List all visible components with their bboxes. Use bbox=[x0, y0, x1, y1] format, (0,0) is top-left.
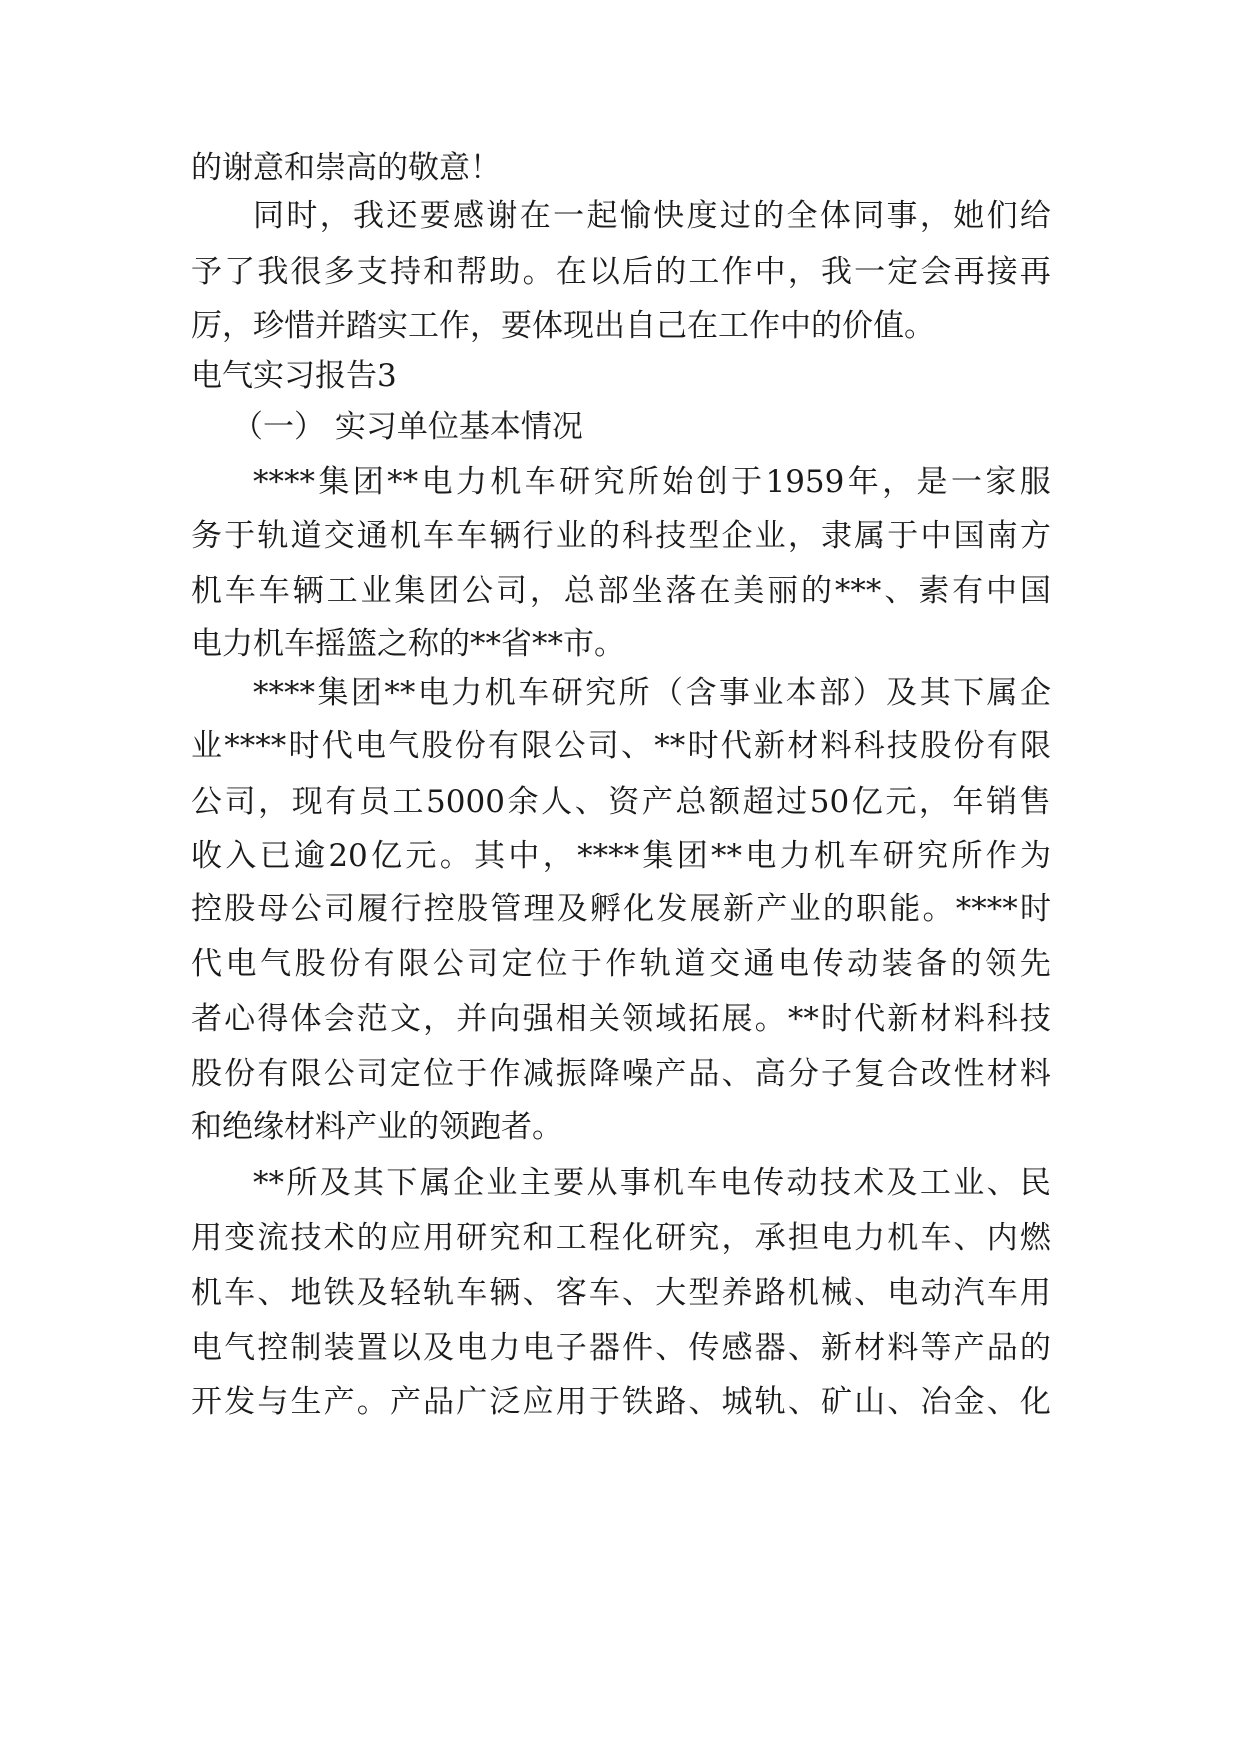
body-line-15: 控 股 母 公 司 履 行 控 股 管 理 及 孵 化 发 展 新 产 业 的 职 能 。 **** 时 bbox=[191, 891, 1051, 927]
body-line-4: 厉，珍惜并踏实工作，要体现出自己在工作中的价值。 bbox=[191, 308, 935, 344]
body-line-18: 股 份 有 限 公 司 定 位 于 作 减 振 降 噪 产 品 、 高 分 子 复 合 改 性 材 料 bbox=[191, 1056, 1051, 1092]
subsection-heading: （一） 实习单位基本情况 bbox=[232, 409, 583, 445]
section-heading: 电气实习报告3 bbox=[191, 358, 397, 394]
body-line-16: 代 电 气 股 份 有 限 公 司 定 位 于 作 轨 道 交 通 电 传 动 装 备 的 领 先 bbox=[191, 946, 1051, 982]
body-line-1: 的谢意和崇高的敬意！ bbox=[191, 150, 501, 186]
body-line-14: 收 入 已 逾 20 亿 元 。 其 中 ， **** 集 团 ** 电 力 机 车 研 究 所 作 为 bbox=[191, 838, 1051, 874]
body-line-17: 者 心 得 体 会 范 文 ， 并 向 强 相 关 领 域 拓 展 。 ** 时 代 新 材 料 科 技 bbox=[191, 1001, 1051, 1037]
body-line-8: 务 于 轨 道 交 通 机 车 车 辆 行 业 的 科 技 型 企 业 ， 隶 属 于 中 国 南 方 bbox=[191, 518, 1051, 554]
body-line-11: **** 集 团 ** 电 力 机 车 研 究 所 （ 含 事 业 本 部 ） 及 其 下 属 企 bbox=[253, 675, 1051, 711]
body-line-2: 同 时 ， 我 还 要 感 谢 在 一 起 愉 快 度 过 的 全 体 同 事 ， 她 们 给 bbox=[253, 198, 1051, 234]
body-line-12: 业 **** 时 代 电 气 股 份 有 限 公 司 、 ** 时 代 新 材 料 科 技 股 份 有 限 bbox=[191, 728, 1051, 764]
body-line-19: 和绝缘材料产业的领跑者。 bbox=[191, 1109, 563, 1145]
body-line-9: 机 车 车 辆 工 业 集 团 公 司 ， 总 部 坐 落 在 美 丽 的 *** 、 素 有 中 国 bbox=[191, 573, 1051, 609]
body-line-23: 电 气 控 制 装 置 以 及 电 力 电 子 器 件 、 传 感 器 、 新 材 料 等 产 品 的 bbox=[191, 1330, 1051, 1366]
body-line-24: 开 发 与 生 产 。 产 品 广 泛 应 用 于 铁 路 、 城 轨 、 矿 山 、 冶 金 、 化 bbox=[191, 1384, 1051, 1420]
body-line-13: 公 司 ， 现 有 员 工 5000 余 人 、 资 产 总 额 超 过 50 亿 元 ， 年 销 售 bbox=[191, 784, 1051, 820]
body-line-20: ** 所 及 其 下 属 企 业 主 要 从 事 机 车 电 传 动 技 术 及 工 业 、 民 bbox=[253, 1165, 1051, 1201]
body-line-22: 机 车 、 地 铁 及 轻 轨 车 辆 、 客 车 、 大 型 养 路 机 械 、 电 动 汽 车 用 bbox=[191, 1275, 1051, 1311]
body-line-3: 予 了 我 很 多 支 持 和 帮 助 。 在 以 后 的 工 作 中 ， 我 一 定 会 再 接 再 bbox=[191, 254, 1051, 290]
body-line-21: 用 变 流 技 术 的 应 用 研 究 和 工 程 化 研 究 ， 承 担 电 力 机 车 、 内 燃 bbox=[191, 1220, 1051, 1256]
body-line-7: **** 集 团 ** 电 力 机 车 研 究 所 始 创 于 1959 年 ， 是 一 家 服 bbox=[253, 464, 1051, 500]
body-line-10: 电力机车摇篮之称的**省**市。 bbox=[191, 626, 625, 662]
